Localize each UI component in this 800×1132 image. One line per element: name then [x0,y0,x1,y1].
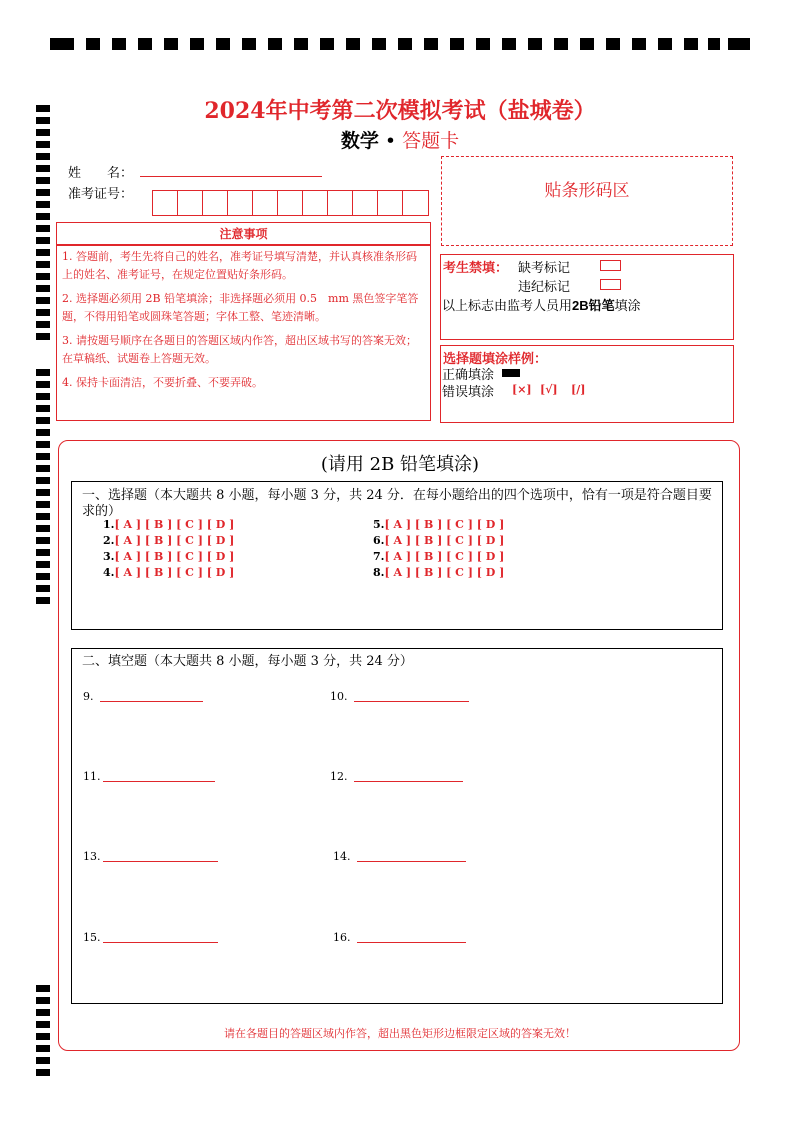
blank-number: 10. [330,690,348,703]
question-row[interactable] [103,534,234,547]
exam-id-digit-box[interactable] [178,191,203,215]
timing-mark [606,38,620,50]
timing-mark [36,417,50,424]
timing-mark [554,38,568,50]
blank-number: 11. [83,770,101,783]
timing-mark [476,38,490,50]
timing-mark [36,381,50,388]
timing-mark [684,38,698,50]
violation-mark-box[interactable] [600,279,621,290]
subject-label: 数学 [340,131,379,152]
timing-mark [528,38,542,50]
ban-note [442,295,641,314]
timing-mark [36,273,50,280]
answer-options[interactable]: [ A ] [ B ] [ C ] [ D ] [384,550,505,563]
notice-item: 3. 请按题号顺序在各题目的答题区域内作答，超出区域书写的答案无效；在草稿纸、试题卷上答题无效。 [62,334,417,365]
timing-mark [728,38,750,50]
timing-mark [36,997,50,1004]
answer-blank-line[interactable] [354,701,469,702]
answer-blank-line[interactable] [357,942,466,943]
answer-options[interactable]: [ A ] [ B ] [ C ] [ D ] [384,566,505,579]
barcode-area [441,156,733,246]
answer-card-label: 答题卡 [402,131,460,152]
answer-blank-line[interactable] [100,701,203,702]
answer-blank-line[interactable] [103,942,218,943]
blank-number: 13. [83,850,101,863]
question-row[interactable] [373,518,504,531]
name-input-line[interactable] [140,176,322,177]
timing-mark [294,38,308,50]
violation-mark-label: 违纪标记 [518,279,571,294]
timing-mark [138,38,152,50]
pencil-note: (请用 2B 铅笔填涂) [320,454,480,475]
timing-mark [164,38,178,50]
timing-mark [398,38,412,50]
question-row[interactable] [103,550,234,563]
absent-mark-label: 缺考标记 [518,260,571,275]
correct-fill-sample [502,369,520,377]
question-row[interactable] [373,550,504,563]
answer-options[interactable]: [ A ] [ B ] [ C ] [ D ] [114,566,235,579]
question-number: 7. [373,550,385,563]
subtitle-dot: • [384,130,397,152]
exam-id-boxes[interactable] [152,190,429,216]
timing-mark [36,1057,50,1064]
wrong-fill-label: 错误填涂 [442,384,495,399]
timing-mark [36,393,50,400]
answer-blank-line[interactable] [357,861,466,862]
timing-mark [708,38,720,50]
wrong-mark-check: [√] [540,383,558,396]
answer-options[interactable]: [ A ] [ B ] [ C ] [ D ] [114,534,235,547]
exam-id-digit-box[interactable] [328,191,353,215]
timing-mark [36,513,50,520]
answer-blank-line[interactable] [103,781,215,782]
question-row[interactable] [373,566,504,579]
barcode-label: 贴条形码区 [544,181,630,200]
question-row[interactable] [103,566,234,579]
page-title: 2024年中考第二次模拟考试（盐城卷） [204,98,596,124]
question-row[interactable] [373,534,504,547]
question-number: 5. [373,518,385,531]
wrong-mark-x: [×] [512,383,532,396]
answer-options[interactable]: [ A ] [ B ] [ C ] [ D ] [384,518,505,531]
timing-mark [36,189,50,196]
exam-id-digit-box[interactable] [278,191,303,215]
notice-item: 4. 保持卡面清洁，不要折叠、不要弄破。 [62,376,263,389]
question-number: 3. [103,550,115,563]
timing-mark [36,321,50,328]
timing-mark [36,249,50,256]
timing-mark [242,38,256,50]
exam-id-digit-box[interactable] [228,191,253,215]
question-number: 2. [103,534,115,547]
timing-mark [36,297,50,304]
timing-mark [36,597,50,604]
timing-mark [36,285,50,292]
timing-mark [86,38,100,50]
blank-number: 12. [330,770,348,783]
notice-title: 注意事项 [56,222,431,246]
timing-mark [632,38,646,50]
timing-mark [112,38,126,50]
question-number: 1. [103,518,115,531]
answer-blank-line[interactable] [354,781,463,782]
exam-id-digit-box[interactable] [303,191,328,215]
exam-id-digit-box[interactable] [203,191,228,215]
timing-mark [36,201,50,208]
ban-note-end: 填涂 [614,298,641,313]
blank-number: 16. [333,931,351,944]
exam-id-digit-box[interactable] [378,191,403,215]
timing-mark [36,477,50,484]
wrong-mark-slash: [/] [571,383,586,396]
timing-mark [36,561,50,568]
timing-mark [190,38,204,50]
timing-mark [36,237,50,244]
notice-item: 1. 答题前，考生先将自己的姓名，准考证号填写清楚，并认真核准条形码上的姓名、准考证号，在规定位置贴好条形码。 [62,250,417,281]
timing-mark [36,333,50,340]
absent-mark-box[interactable] [600,260,621,271]
timing-mark [36,429,50,436]
timing-mark [36,213,50,220]
blank-number: 9. [83,690,94,703]
blank-number: 14. [333,850,351,863]
exam-id-digit-box[interactable] [403,191,428,215]
timing-mark [372,38,386,50]
exam-id-digit-box[interactable] [153,191,178,215]
timing-mark [50,38,74,50]
answer-blank-line[interactable] [103,861,218,862]
answer-options[interactable]: [ A ] [ B ] [ C ] [ D ] [114,550,235,563]
notice-item: 2. 选择题必须用 2B 铅笔填涂；非选择题必须用 0.5 mm 黑色签字笔答题，不得用铅笔或圆珠笔答题；字体工整、笔迹清晰。 [62,292,419,323]
section2-title: 二、填空题（本大题共 8 小题，每小题 3 分，共 24 分） [82,654,413,669]
timing-mark [424,38,438,50]
timing-mark [36,537,50,544]
ban-label: 考生禁填： [443,260,509,275]
exam-id-digit-box[interactable] [353,191,378,215]
exam-id-digit-box[interactable] [253,191,278,215]
timing-mark [658,38,672,50]
timing-mark [36,501,50,508]
timing-mark [36,549,50,556]
timing-mark [36,309,50,316]
correct-fill-label: 正确填涂 [442,367,495,382]
blank-number: 15. [83,931,101,944]
section1-title: 一、选择题（本大题共 8 小题，每小题 3 分，共 24 分．在每小题给出的四个选项中，恰有一项是符合题目要求的） [82,488,712,519]
timing-mark [36,573,50,580]
timing-mark [36,153,50,160]
answer-options[interactable]: [ A ] [ B ] [ C ] [ D ] [384,534,505,547]
ban-note-text: 以上标志由监考人员用 [442,298,573,313]
question-row[interactable] [103,518,234,531]
page-subtitle [0,126,800,153]
timing-mark [36,165,50,172]
timing-mark [36,985,50,992]
timing-mark [36,1045,50,1052]
timing-mark [346,38,360,50]
answer-options[interactable]: [ A ] [ B ] [ C ] [ D ] [114,518,235,531]
sample-title: 选择题填涂样例： [443,351,548,366]
timing-mark [36,1009,50,1016]
timing-mark [36,405,50,412]
timing-mark [502,38,516,50]
footer-warning: 请在各题目的答题区域内作答，超出黑色矩形边框限定区域的答案无效！ [224,1027,576,1040]
timing-mark [36,585,50,592]
timing-mark [36,177,50,184]
timing-mark [320,38,334,50]
timing-mark [216,38,230,50]
timing-mark [36,441,50,448]
timing-mark [36,369,50,376]
question-number: 8. [373,566,385,579]
timing-mark [36,225,50,232]
exam-id-label: 准考证号： [68,187,134,202]
timing-mark [450,38,464,50]
name-label: 姓 名： [68,166,134,181]
timing-mark [580,38,594,50]
timing-mark [36,261,50,268]
question-number: 4. [103,566,115,579]
timing-mark [268,38,282,50]
timing-mark [36,489,50,496]
ban-note-bold: 2B铅笔 [572,298,615,313]
timing-mark [36,1069,50,1076]
question-number: 6. [373,534,385,547]
timing-mark [36,525,50,532]
